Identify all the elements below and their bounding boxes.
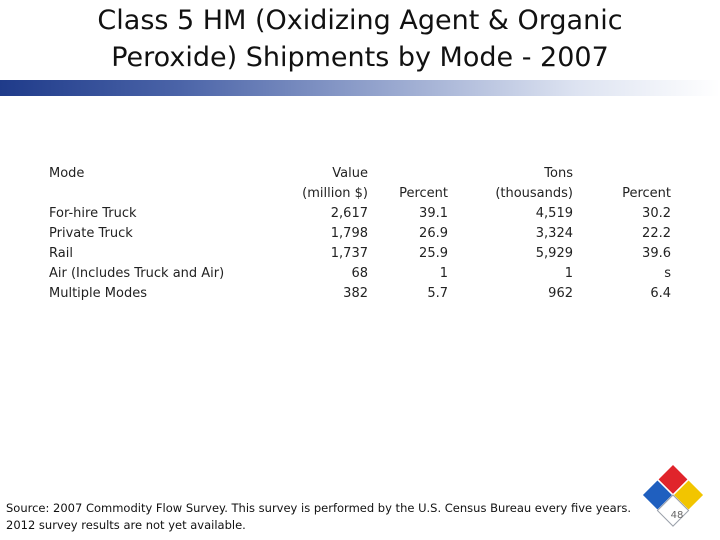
page-number: 48 bbox=[670, 510, 684, 521]
value-header-line1: Value bbox=[332, 166, 368, 181]
percent-value-column bbox=[368, 164, 448, 304]
percent-header: Percent bbox=[399, 186, 448, 201]
percent-cell: 25.9 bbox=[419, 246, 448, 261]
value-cell: 2,617 bbox=[330, 206, 368, 221]
value-cell: 68 bbox=[351, 266, 368, 281]
mode-cell: Air (Includes Truck and Air) bbox=[49, 266, 225, 281]
percent-cell: s bbox=[664, 266, 671, 281]
tons-cell: 3,324 bbox=[535, 226, 573, 241]
percent-cell: 22.2 bbox=[642, 226, 671, 241]
tons-cell: 5,929 bbox=[535, 246, 573, 261]
percent-cell: 39.1 bbox=[419, 206, 448, 221]
percent-cell: 6.4 bbox=[650, 286, 671, 301]
page-title bbox=[0, 2, 720, 76]
value-cell: 382 bbox=[343, 286, 368, 301]
mode-cell: Private Truck bbox=[49, 226, 133, 241]
tons-cell: 1 bbox=[564, 266, 573, 281]
hazard-diamond-icon bbox=[640, 462, 706, 528]
tons-header-line2: (thousands) bbox=[495, 186, 573, 201]
source-note bbox=[6, 500, 631, 534]
mode-cell: Multiple Modes bbox=[49, 286, 147, 301]
mode-cell: Rail bbox=[49, 246, 73, 261]
tons-column bbox=[453, 164, 573, 304]
source-line-2: 2012 survey results are not yet available. bbox=[6, 518, 246, 532]
title-line-1: Class 5 HM (Oxidizing Agent & Organic bbox=[97, 5, 623, 36]
title-line-2: Peroxide) Shipments by Mode - 2007 bbox=[111, 42, 609, 73]
value-column bbox=[268, 164, 368, 304]
mode-cell: For-hire Truck bbox=[49, 206, 137, 221]
tons-cell: 4,519 bbox=[535, 206, 573, 221]
value-cell: 1,798 bbox=[330, 226, 368, 241]
source-line-1: Source: 2007 Commodity Flow Survey. This survey is performed by the U.S. Census Bureau every five years. bbox=[6, 501, 632, 515]
percent-cell: 5.7 bbox=[427, 286, 448, 301]
title-gradient-bar bbox=[0, 80, 720, 96]
mode-header: Mode bbox=[49, 166, 85, 181]
percent-tons-column bbox=[591, 164, 671, 304]
tons-header-line1: Tons bbox=[544, 166, 573, 181]
percent-cell: 1 bbox=[439, 266, 448, 281]
tons-cell: 962 bbox=[548, 286, 573, 301]
percent-cell: 39.6 bbox=[642, 246, 671, 261]
percent-cell: 30.2 bbox=[642, 206, 671, 221]
percent-header: Percent bbox=[622, 186, 671, 201]
mode-column bbox=[49, 164, 279, 304]
value-cell: 1,737 bbox=[330, 246, 368, 261]
value-header-line2: (million $) bbox=[302, 186, 368, 201]
percent-cell: 26.9 bbox=[419, 226, 448, 241]
